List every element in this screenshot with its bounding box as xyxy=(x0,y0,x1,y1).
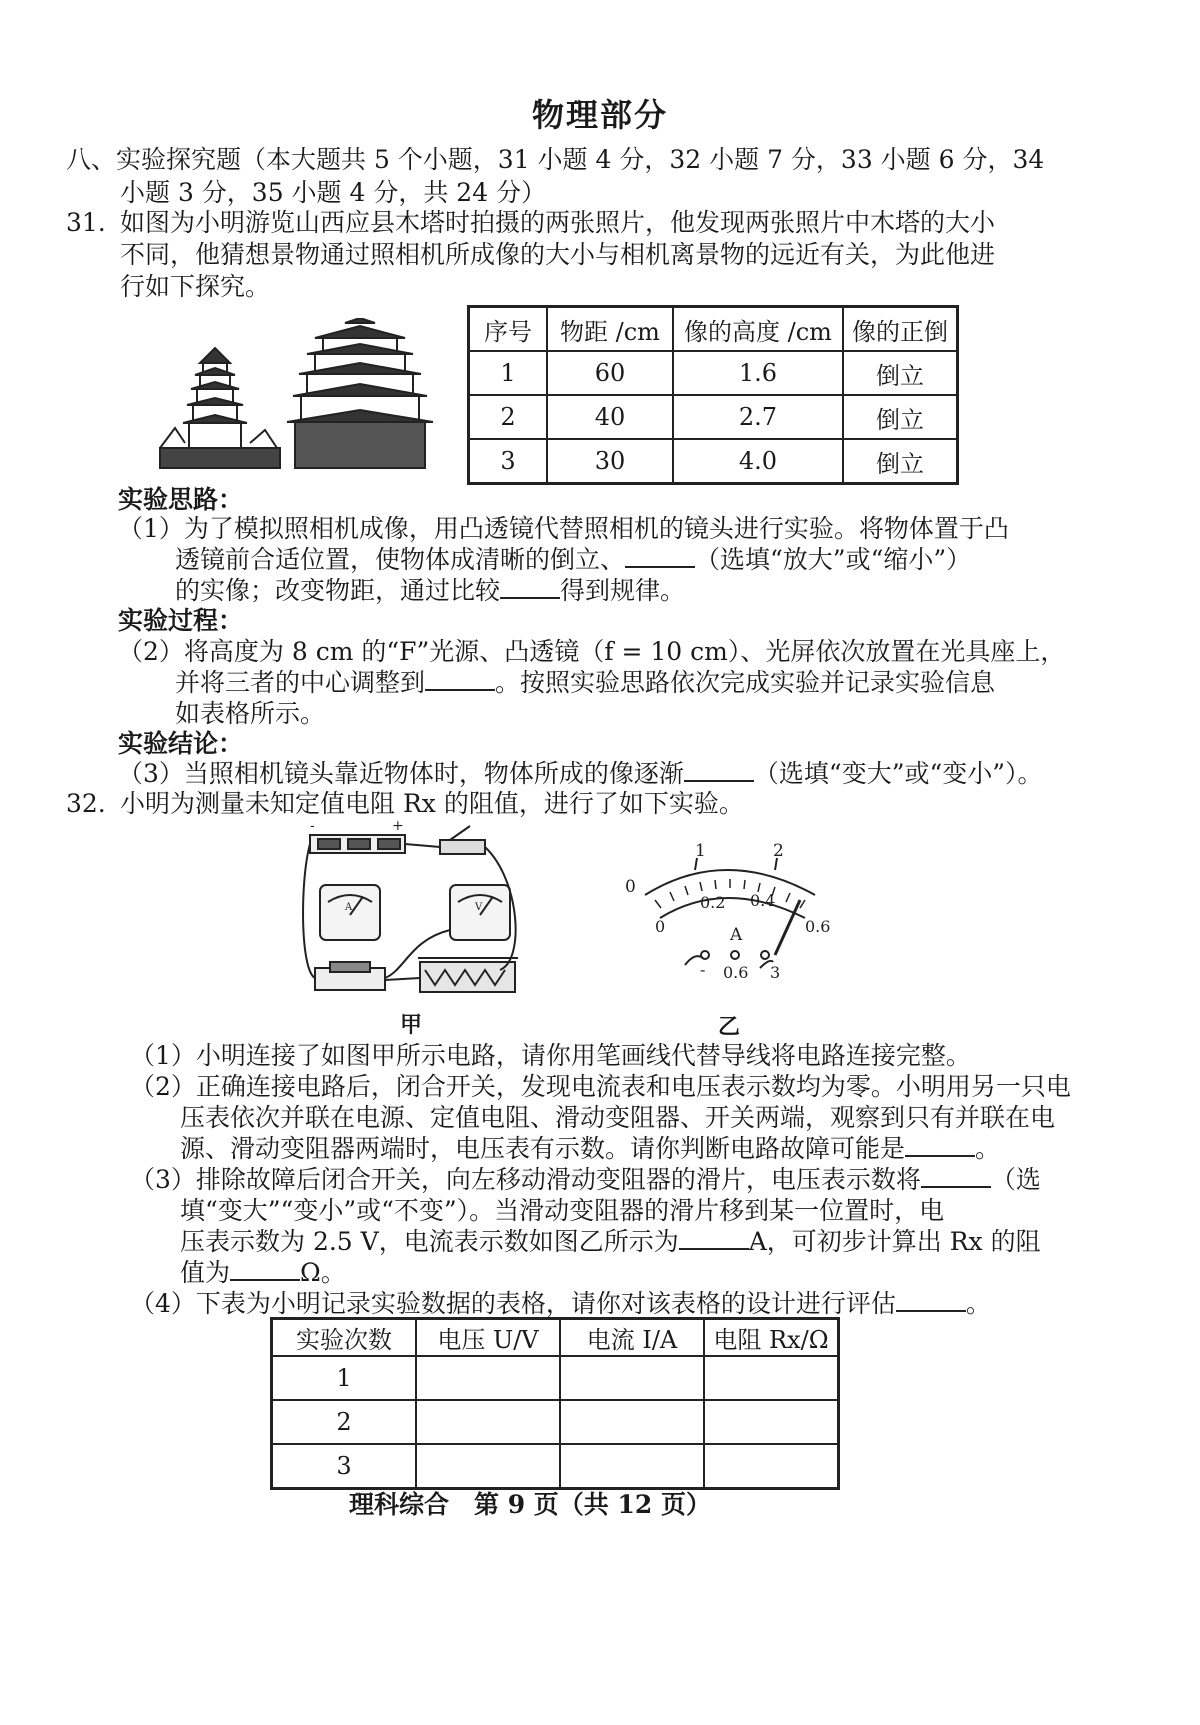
table-cell: 倒立 xyxy=(843,351,958,395)
table-cell: 2 xyxy=(272,1400,417,1444)
dial-top-zero: 0 xyxy=(625,877,636,897)
dial-bottom-label: 0.4 xyxy=(750,891,776,910)
table-cell: 2 xyxy=(469,395,548,439)
dial-terminal: 3 xyxy=(770,963,781,982)
table-header: 像的高度 /cm xyxy=(673,307,843,352)
table-header: 序号 xyxy=(469,307,548,352)
table-header: 电压 U/V xyxy=(416,1319,560,1357)
table-cell: 3 xyxy=(272,1444,417,1489)
q31-number: 31. xyxy=(66,208,106,237)
pagoda-photos xyxy=(155,318,440,473)
table-cell[interactable] xyxy=(704,1444,839,1489)
svg-text:A: A xyxy=(345,902,353,913)
table-cell[interactable] xyxy=(560,1400,704,1444)
q31-part2: 如表格所示。 xyxy=(175,699,326,728)
table-cell: 1 xyxy=(272,1356,417,1400)
table-header: 电阻 Rx/Ω xyxy=(704,1319,839,1357)
dial-arc-inner xyxy=(660,898,805,918)
q32-part2: （2）正确连接电路后，闭合开关，发现电流表和电压表示数均为零。小明用另一只电 xyxy=(130,1072,1071,1101)
table-cell: 倒立 xyxy=(843,439,958,484)
table-cell[interactable] xyxy=(416,1444,560,1489)
answer-blank[interactable] xyxy=(905,1133,975,1157)
figure-label-b: 乙 xyxy=(718,1014,741,1040)
answer-blank[interactable] xyxy=(921,1164,991,1188)
ammeter-dial xyxy=(615,840,840,990)
heading-experiment-idea: 实验思路： xyxy=(118,485,244,514)
heading-experiment-process: 实验过程： xyxy=(118,606,244,635)
q32-part3: （3）排除故障后闭合开关，向左移动滑动变阻器的滑片，电压表示数将 （选 xyxy=(130,1165,1041,1194)
dial-terminal: - xyxy=(700,960,706,979)
q31-part2: 并将三者的中心调整到 。按照实验思路依次完成实验并记录实验信息 xyxy=(175,668,996,697)
table-cell[interactable] xyxy=(416,1356,560,1400)
q31-text: 如图为小明游览山西应县木塔时拍摄的两张照片，他发现两张照片中木塔的大小 xyxy=(120,208,996,237)
q32-number: 32. xyxy=(66,789,106,818)
q32-text: 小明为测量未知定值电阻 Rx 的阻值，进行了如下实验。 xyxy=(120,789,744,818)
q31-part1: 的实像；改变物距，通过比较 得到规律。 xyxy=(175,576,686,605)
dial-pointer xyxy=(775,900,800,955)
answer-blank[interactable] xyxy=(679,1226,749,1250)
q31-part1: （1）为了模拟照相机成像，用凸透镜代替照相机的镜头进行实验。将物体置于凸 xyxy=(118,514,1009,543)
ammeter-icon xyxy=(320,885,380,940)
dial-terminal: 0.6 xyxy=(723,963,749,982)
large-pagoda-photo xyxy=(287,318,433,468)
table-cell[interactable] xyxy=(704,1400,839,1444)
answer-blank[interactable] xyxy=(625,544,695,568)
q31-data-table xyxy=(467,305,959,485)
table-header: 物距 /cm xyxy=(547,307,673,352)
q32-data-table xyxy=(270,1317,840,1490)
table-cell: 1.6 xyxy=(673,351,843,395)
q31-text: 行如下探究。 xyxy=(120,272,271,301)
table-header: 像的正倒 xyxy=(843,307,958,352)
dial-top-label: 2 xyxy=(773,841,784,861)
table-cell[interactable] xyxy=(560,1444,704,1489)
table-cell[interactable] xyxy=(416,1400,560,1444)
heading-experiment-conclusion: 实验结论： xyxy=(118,729,244,758)
table-cell: 30 xyxy=(547,439,673,484)
answer-blank[interactable] xyxy=(425,667,495,691)
page-footer: 理科综合 第 9 页（共 12 页） xyxy=(348,1490,711,1519)
section-heading: 八、实验探究题（本大题共 5 个小题，31 小题 4 分，32 小题 7 分，33 小题 6 分，34 xyxy=(66,145,1045,174)
resistor-icon xyxy=(315,962,385,990)
svg-text:V: V xyxy=(475,902,483,913)
q32-part3: 压表示数为 2.5 V，电流表示数如图乙所示为 A，可初步计算出 Rx 的阻 xyxy=(180,1227,1041,1256)
answer-blank[interactable] xyxy=(230,1257,300,1281)
table-cell: 60 xyxy=(547,351,673,395)
table-cell: 40 xyxy=(547,395,673,439)
dial-unit: A xyxy=(730,925,743,945)
section-heading-cont: 小题 3 分，35 小题 4 分，共 24 分） xyxy=(120,178,547,207)
q32-part3: 填“变大”“变小”或“不变”）。当滑动变阻器的滑片移到某一位置时，电 xyxy=(180,1196,945,1225)
table-cell: 2.7 xyxy=(673,395,843,439)
answer-blank[interactable] xyxy=(896,1288,966,1312)
q32-part3: 值为 Ω。 xyxy=(180,1258,346,1287)
q31-part1: 透镜前合适位置，使物体成清晰的倒立、 （选填“放大”或“缩小”） xyxy=(175,545,972,574)
q32-part4: （4）下表为小明记录实验数据的表格，请你对该表格的设计进行评估 。 xyxy=(130,1289,991,1318)
svg-text:-: - xyxy=(310,820,315,834)
answer-blank[interactable] xyxy=(684,758,754,782)
table-cell: 3 xyxy=(469,439,548,484)
table-header: 实验次数 xyxy=(272,1319,417,1357)
circuit-diagram xyxy=(300,820,540,1005)
small-pagoda-photo xyxy=(160,348,280,468)
dial-bottom-label: 0.6 xyxy=(805,917,831,936)
q31-text: 不同，他猜想景物通过照相机所成像的大小与相机离景物的远近有关，为此他进 xyxy=(120,240,996,269)
q32-part2: 源、滑动变阻器两端时，电压表有示数。请你判断电路故障可能是 。 xyxy=(180,1134,1001,1163)
page-title: 物理部分 xyxy=(531,96,668,134)
q32-part2: 压表依次并联在电源、定值电阻、滑动变阻器、开关两端，观察到只有并联在电 xyxy=(180,1103,1056,1132)
battery-icon xyxy=(310,820,405,853)
dial-bottom-label: 0.2 xyxy=(700,893,726,912)
figure-label-a: 甲 xyxy=(400,1012,423,1038)
table-header: 电流 I/A xyxy=(560,1319,704,1357)
table-cell: 4.0 xyxy=(673,439,843,484)
dial-top-label: 1 xyxy=(695,841,706,861)
svg-text:+: + xyxy=(392,820,404,834)
table-cell: 1 xyxy=(469,351,548,395)
rheostat-icon xyxy=(418,958,518,992)
dial-bottom-label: 0 xyxy=(655,917,666,936)
answer-blank[interactable] xyxy=(500,575,560,599)
voltmeter-icon xyxy=(450,885,510,940)
table-cell: 倒立 xyxy=(843,395,958,439)
dial-ticks xyxy=(655,879,805,908)
table-cell[interactable] xyxy=(704,1356,839,1400)
q31-part2: （2）将高度为 8 cm 的“F”光源、凸透镜（f = 10 cm）、光屏依次放置在光具座上， xyxy=(118,637,1066,666)
table-cell[interactable] xyxy=(560,1356,704,1400)
q31-part3: （3）当照相机镜头靠近物体时，物体所成的像逐渐 （选填“变大”或“变小”）。 xyxy=(118,759,1043,788)
q32-part1: （1）小明连接了如图甲所示电路，请你用笔画线代替导线将电路连接完整。 xyxy=(130,1041,971,1070)
switch-icon xyxy=(440,826,485,854)
